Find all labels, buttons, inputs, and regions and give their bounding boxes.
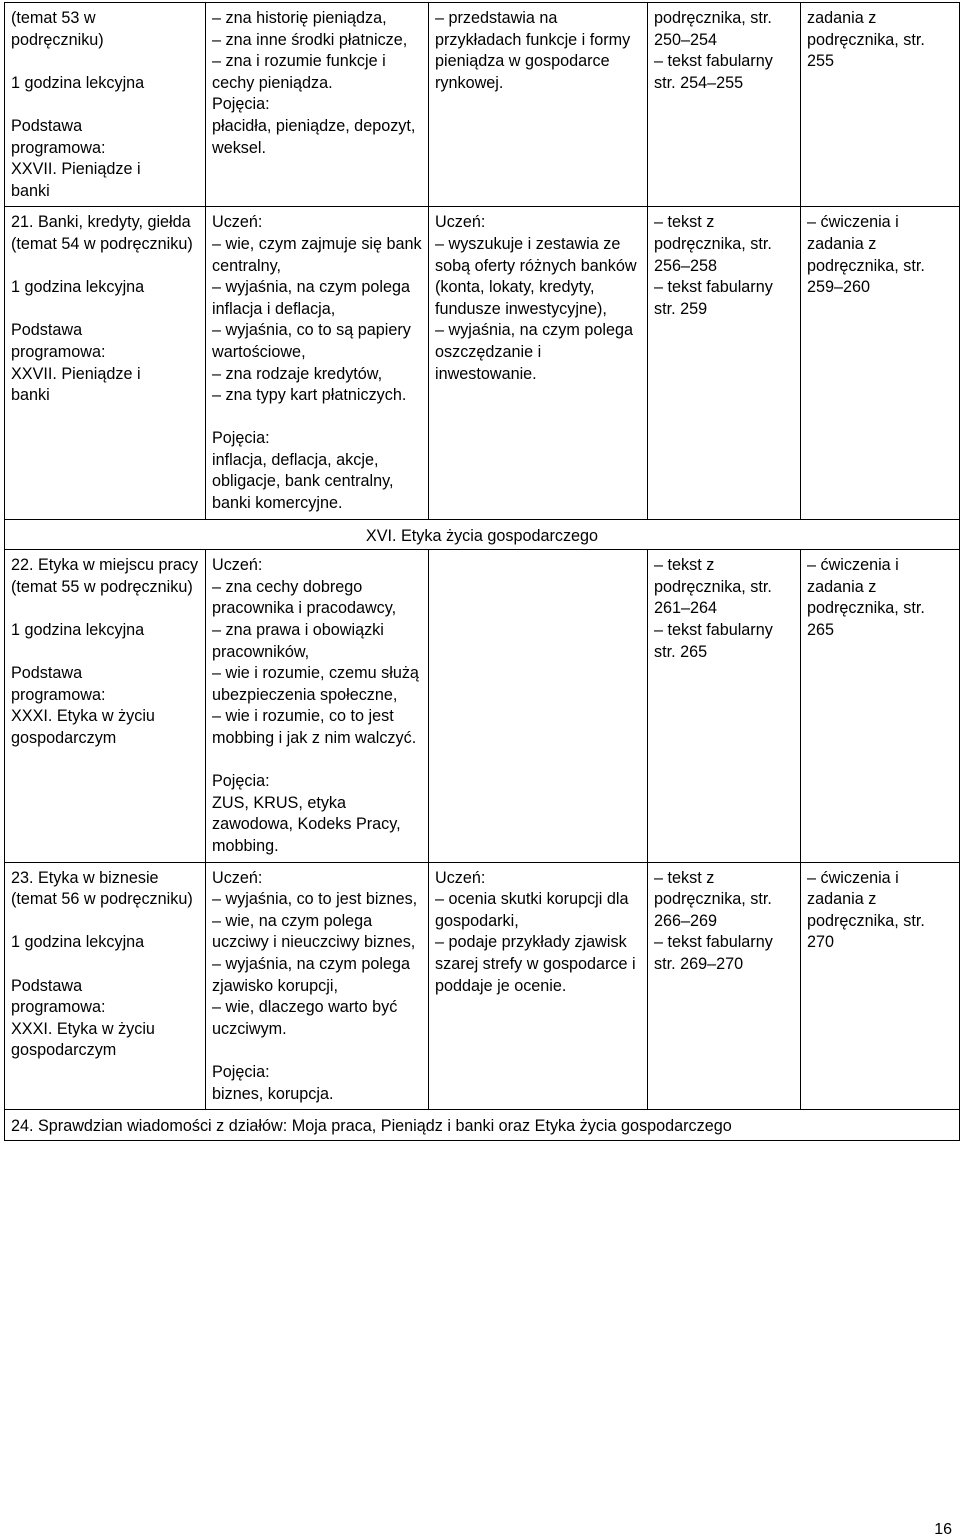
table-row: [5, 207, 960, 519]
lesson-topic: 22. Etyka w miejscu pracy: [11, 556, 199, 575]
basis-line: gospodarczym: [11, 1041, 117, 1060]
objective-item: – wie i rozumie, czemu służą ubezpieczenia społeczne,: [212, 663, 422, 706]
section-row: [5, 519, 960, 550]
exercises-cell: [801, 550, 960, 862]
basis-line: programowa:: [11, 342, 106, 361]
basis-line: programowa:: [11, 138, 106, 157]
lesson-cell: [5, 862, 206, 1110]
objectives-cell: [206, 207, 429, 519]
student-label: Uczeń:: [212, 213, 263, 232]
lesson-cell: [5, 3, 206, 207]
exercise-ref: zadania z podręcznika, str. 255: [807, 9, 925, 71]
concepts-label: Pojęcia:: [212, 429, 270, 448]
objective-item: – wie, dlaczego warto być uczciwym.: [212, 997, 422, 1040]
basis-line: Podstawa: [11, 321, 83, 340]
basis-line: XXVII. Pieniądze i: [11, 160, 141, 179]
textbook-ref: – tekst fabularny str. 259: [654, 277, 794, 320]
basis-line: Podstawa: [11, 664, 83, 683]
concepts-text: biznes, korupcja.: [212, 1084, 334, 1103]
basis-line: programowa:: [11, 685, 106, 704]
objective-item: – zna i rozumie funkcje i cechy pieniądza.: [212, 51, 422, 94]
section-heading: XVI. Etyka życia gospodarczego: [5, 519, 960, 550]
exercise-ref: – ćwiczenia i zadania z podręcznika, str. 270: [807, 868, 953, 954]
table-row: [5, 550, 960, 862]
basis-line: programowa:: [11, 998, 106, 1017]
objective-item: – wyjaśnia, na czym polega inflacja i deflacja,: [212, 277, 422, 320]
exercises-cell: [801, 862, 960, 1110]
textbook-cell: [648, 862, 801, 1110]
skills-cell: [429, 207, 648, 519]
skills-cell: [429, 550, 648, 862]
student-label: Uczeń:: [435, 213, 486, 232]
concepts-label: Pojęcia:: [212, 1062, 270, 1081]
skill-item: – przedstawia na przykładach funkcje i formy pieniądza w gospodarce rynkowej.: [435, 8, 641, 94]
exercise-ref: – ćwiczenia i zadania z podręcznika, str. 259–260: [807, 212, 953, 298]
textbook-ref: – tekst z podręcznika, str. 261–264: [654, 555, 794, 620]
skill-item: – podaje przykłady zjawisk szarej strefy w gospodarce i poddaje je ocenie.: [435, 932, 641, 997]
exercise-ref: – ćwiczenia i zadania z podręcznika, str. 265: [807, 555, 953, 641]
lesson-topic: 23. Etyka w biznesie: [11, 868, 159, 887]
textbook-ref: podręcznika, str. 250–254: [654, 9, 772, 49]
textbook-ref: – tekst fabularny str. 254–255: [654, 51, 794, 94]
textbook-ref: – tekst fabularny str. 265: [654, 620, 794, 663]
objective-item: – zna cechy dobrego pracownika i pracodawcy,: [212, 577, 422, 620]
skill-item: – wyszukuje i zestawia ze sobą oferty różnych banków (konta, lokaty, kredyty, fundusze inwestycyjne),: [435, 234, 641, 320]
lesson-topic: (temat 55 w podręczniku): [11, 577, 193, 596]
objective-item: – wyjaśnia, na czym polega zjawisko korupcji,: [212, 954, 422, 997]
textbook-ref: – tekst z podręcznika, str. 256–258: [654, 212, 794, 277]
basis-line: banki: [11, 386, 50, 405]
objectives-cell: [206, 3, 429, 207]
textbook-cell: [648, 3, 801, 207]
textbook-ref: – tekst fabularny str. 269–270: [654, 932, 794, 975]
objective-item: – zna typy kart płatniczych.: [212, 385, 422, 407]
table-row: [5, 3, 960, 207]
table-row: [5, 862, 960, 1110]
objective-item: – zna rodzaje kredytów,: [212, 364, 422, 386]
objectives-cell: [206, 550, 429, 862]
test-row-text: 24. Sprawdzian wiadomości z działów: Moja praca, Pieniądz i banki oraz Etyka życia gospodarczego: [5, 1110, 960, 1141]
objective-item: – zna historię pieniądza,: [212, 8, 422, 30]
textbook-cell: [648, 550, 801, 862]
lesson-hours: 1 godzina lekcyjna: [11, 73, 145, 92]
concepts-text: płacidła, pieniądze, depozyt, weksel.: [212, 116, 416, 157]
student-label: Uczeń:: [212, 556, 263, 575]
lesson-topic: 21. Banki, kredyty, giełda: [11, 213, 191, 232]
objective-item: – wie, czym zajmuje się bank centralny,: [212, 234, 422, 277]
basis-line: Podstawa: [11, 976, 83, 995]
concepts-label: Pojęcia:: [212, 95, 270, 114]
lesson-cell: [5, 550, 206, 862]
objective-item: – wie, na czym polega uczciwy i nieuczciwy biznes,: [212, 911, 422, 954]
basis-line: XXXI. Etyka w życiu: [11, 707, 155, 726]
objective-item: – zna prawa i obowiązki pracowników,: [212, 620, 422, 663]
student-label: Uczeń:: [435, 868, 486, 887]
lesson-topic: podręczniku): [11, 30, 104, 49]
concepts-text: ZUS, KRUS, etyka zawodowa, Kodeks Pracy, mobbing.: [212, 793, 401, 855]
basis-line: banki: [11, 181, 50, 200]
concepts-label: Pojęcia:: [212, 772, 270, 791]
lesson-hours: 1 godzina lekcyjna: [11, 933, 145, 952]
objective-item: – wie i rozumie, co to jest mobbing i jak z nim walczyć.: [212, 706, 422, 749]
objectives-cell: [206, 862, 429, 1110]
textbook-ref: – tekst z podręcznika, str. 266–269: [654, 868, 794, 933]
skills-cell: [429, 862, 648, 1110]
lesson-topic: (temat 53 w: [11, 9, 96, 27]
basis-line: Podstawa: [11, 116, 83, 135]
skills-cell: [429, 3, 648, 207]
exercises-cell: [801, 3, 960, 207]
lesson-topic: (temat 54 w podręczniku): [11, 234, 193, 253]
objective-item: – zna inne środki płatnicze,: [212, 30, 422, 52]
lesson-topic: (temat 56 w podręczniku): [11, 890, 193, 909]
table-row: [5, 1110, 960, 1141]
lesson-hours: 1 godzina lekcyjna: [11, 621, 145, 640]
basis-line: XXXI. Etyka w życiu: [11, 1019, 155, 1038]
objective-item: – wyjaśnia, co to jest biznes,: [212, 889, 422, 911]
exercises-cell: [801, 207, 960, 519]
lesson-hours: 1 godzina lekcyjna: [11, 278, 145, 297]
skill-item: – ocenia skutki korupcji dla gospodarki,: [435, 889, 641, 932]
page-number: 16: [934, 1521, 952, 1538]
basis-line: XXVII. Pieniądze i: [11, 364, 141, 383]
basis-line: gospodarczym: [11, 729, 117, 747]
lesson-cell: [5, 207, 206, 519]
student-label: Uczeń:: [212, 868, 263, 887]
concepts-text: inflacja, deflacja, akcje, obligacje, bank centralny, banki komercyjne.: [212, 450, 394, 513]
textbook-cell: [648, 207, 801, 519]
curriculum-table: [4, 2, 960, 1141]
objective-item: – wyjaśnia, co to są papiery wartościowe,: [212, 320, 422, 363]
skill-item: – wyjaśnia, na czym polega oszczędzanie i inwestowanie.: [435, 320, 641, 385]
